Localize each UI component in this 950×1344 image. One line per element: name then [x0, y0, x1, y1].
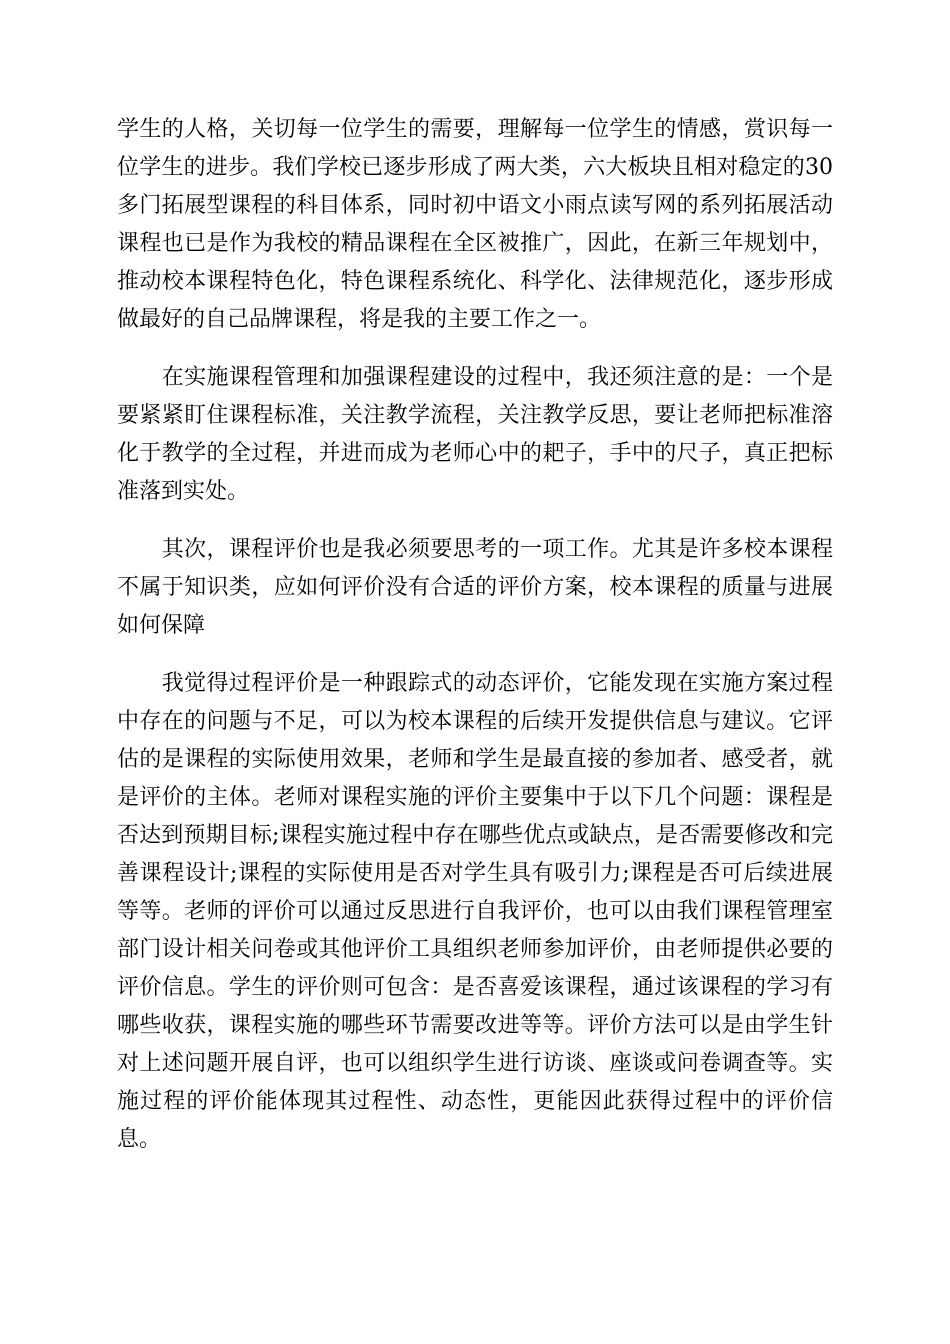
paragraph-1: 学生的人格，关切每一位学生的需要，理解每一位学生的情感，赏识每一位学生的进步。我们学校已逐步形成了两大类，六大板块且相对稳定的30多门拓展型课程的科目体系，同时初中语文小雨点读写网的系列拓展活动课程也已是作为我校的精品课程在全区被推广，因此，在新三年规划中，推动校本课程特色化，特色课程系统化、科学化、法律规范化，逐步形成做最好的自己品牌课程，将是我的主要工作之一。 [117, 117, 833, 332]
document-body [117, 111, 833, 1159]
paragraph-4: 我觉得过程评价是一种跟踪式的动态评价，它能发现在实施方案过程中存在的问题与不足，可以为校本课程的后续开发提供信息与建议。它评估的是课程的实际使用效果，老师和学生是最直接的参加者、感受者，就是评价的主体。老师对课程实施的评价主要集中于以下几个问题：课程是否达到预期目标;课程实施过程中存在哪些优点或缺点，是否需要修改和完善课程设计;课程的实际使用是否对学生具有吸引力;课程是否可后续进展等等。老师的评价可以通过反思进行自我评价，也可以由我们课程管理室部门设计相关问卷或其他评价工具组织老师参加评价，由老师提供必要的评价信息。学生的评价则可包含：是否喜爱该课程，通过该课程的学习有哪些收获，课程实施的哪些环节需要改进等等。评价方法可以是由学生针对上述问题开展自评，也可以组织学生进行访谈、座谈或问卷调查等。实施过程的评价能体现其过程性、动态性，更能因此获得过程中的评价信息。 [117, 671, 833, 1152]
paragraph-3: 其次，课程评价也是我必须要思考的一项工作。尤其是许多校本课程不属于知识类，应如何评价没有合适的评价方案，校本课程的质量与进展如何保障 [117, 537, 833, 638]
paragraph-2: 在实施课程管理和加强课程建设的过程中，我还须注意的是：一个是要紧紧盯住课程标准，关注教学流程，关注教学反思，要让老师把标准溶化于教学的全过程，并进而成为老师心中的耙子，手中的尺子，真正把标准落到实处。 [117, 365, 833, 504]
